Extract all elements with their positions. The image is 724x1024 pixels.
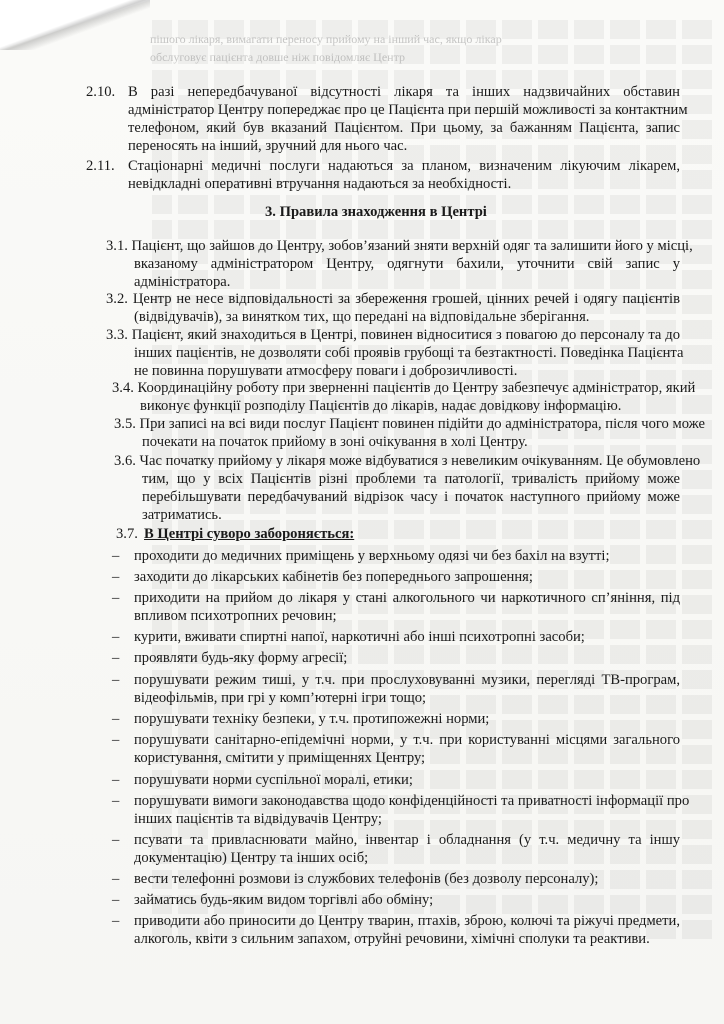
bullet-line: псувати та привласнювати майно, інвентар і обладнання (у т.ч. медичну та іншу (134, 832, 680, 848)
dash-bullet: – (112, 548, 120, 564)
item-3-1-line: вказаному адміністратором Центру, одягнути бахили, уточнити свій запис у (134, 256, 680, 272)
item-3-3-line: не повинна порушувати атмосферу поваги і доброзичливості. (134, 363, 518, 379)
bullet-line: приходити на прийом до лікаря у стані алкогольного чи наркотичного сп’яніння, під (134, 590, 680, 606)
item-3-2-line: 3.2. Центр не несе відповідальності за збереження грошей, цінних речей і одягу пацієнтів (106, 291, 680, 307)
bullet-line: порушувати санітарно-епідемічні норми, у т.ч. при користуванні місцями загального (134, 732, 680, 748)
item-3-4-line: виконує функції розподілу Пацієнтів до лікарів, надає довідкову інформацію. (140, 398, 622, 414)
bullet-line: приводити або приносити до Центру тварин, птахів, зброю, колючі та ріжучі предмети, (134, 913, 680, 929)
dash-bullet: – (112, 832, 120, 848)
bullet-line: інших пацієнтів та відвідувачів Центру; (134, 811, 382, 827)
dash-bullet: – (112, 711, 120, 727)
item-number: 2.11. (86, 158, 115, 174)
dash-bullet: – (112, 913, 120, 929)
bullet-line: порушувати техніку безпеки, у т.ч. протипожежні норми; (134, 711, 490, 727)
partial-line: обслуговує пацієнта довше ніж повідомляє Центр (150, 50, 405, 64)
item-3-3-line: інших пацієнтів, не дозволяти собі проявів грубощі та безтактності. Поведінка Пацієнта (134, 345, 684, 361)
item-3-6-line: тим, що у всіх Пацієнтів різні проблеми та патології, тривалість прийому може (142, 471, 680, 487)
dash-bullet: – (112, 892, 120, 908)
item-2-10-line: В разі непередбачуваної відсутності лікаря та інших надзвичайних обставин (128, 84, 680, 100)
item-2-10-line: телефоном, який був вказаний Пацієнтом. При цьому, за бажанням Пацієнта, запис (128, 120, 680, 136)
dash-bullet: – (112, 772, 120, 788)
section-title: 3. Правила знаходження в Центрі (265, 204, 487, 220)
bullet-line: порушувати вимоги законодавства щодо конфіденційності та приватності інформації про (134, 793, 690, 809)
item-2-11-line: Стаціонарні медичні послуги надаються за планом, визначеним лікуючим лікарем, (128, 158, 680, 174)
item-2-11-line: невідкладні оперативні втручання надаються за необхідності. (128, 176, 512, 192)
bullet-line: відеофільмів, при грі у комп’ютерні ігри тощо; (134, 690, 427, 706)
bullet-line: проявляти будь-яку форму агресії; (134, 650, 348, 666)
bullet-line: впливом психотропних речовин; (134, 608, 337, 624)
item-3-7-title: В Центрі суворо забороняється: (144, 526, 355, 542)
item-3-3-line: 3.3. Пацієнт, який знаходиться в Центрі, повинен відноситися з повагою до персоналу та до (106, 327, 680, 343)
bullet-line: порушувати режим тиші, у т.ч. при прослуховуванні музики, перегляді ТВ-програм, (134, 672, 680, 688)
bullet-line: займатись будь-яким видом торгівлі або обміну; (134, 892, 434, 908)
item-3-5-line: 3.5. При записі на всі види послуг Пацієнт повинен підійти до адміністратора, після чого може (114, 416, 706, 432)
dash-bullet: – (112, 672, 120, 688)
item-number: 3.7. (116, 526, 138, 542)
item-3-5-line: почекати на початок прийому в зоні очікування в холі Центру. (142, 434, 528, 450)
folded-corner-shadow (0, 0, 150, 50)
item-3-1-line: адміністратора. (134, 274, 231, 290)
item-2-10-line: переносять на інший, зручний для нього час. (128, 138, 408, 154)
dash-bullet: – (112, 793, 120, 809)
dash-bullet: – (112, 650, 120, 666)
item-number: 2.10. (86, 84, 116, 100)
item-3-1-line: 3.1. Пацієнт, що зайшов до Центру, зобов’язаний зняти верхній одяг та залишити його у місці, (106, 238, 693, 254)
bullet-line: користування, смітити у приміщеннях Центру; (134, 750, 426, 766)
bullet-line: проходити до медичних приміщень у верхньому одязі чи без бахіл на взутті; (134, 548, 610, 564)
dash-bullet: – (112, 732, 120, 748)
item-3-4-line: 3.4. Координаційну роботу при зверненні пацієнтів до Центру забезпечує адміністратор, який (112, 380, 696, 396)
bullet-line: порушувати норми суспільної моралі, етики; (134, 772, 413, 788)
dash-bullet: – (112, 871, 120, 887)
item-3-6-line: 3.6. Час початку прийому у лікаря може відбуватися з невеликим очікуванням. Це обумовлено (114, 453, 701, 469)
bullet-line: вести телефонні розмови із службових телефонів (без дозволу персоналу); (134, 871, 599, 887)
dash-bullet: – (112, 569, 120, 585)
dash-bullet: – (112, 590, 120, 606)
item-3-6-line: перебільшувати передбачуваний відрізок часу і початок наступного прийому може (142, 489, 680, 505)
bullet-line: курити, вживати спиртні напої, наркотичні або інші психотропні засоби; (134, 629, 585, 645)
bullet-line: заходити до лікарських кабінетів без попереднього запрошення; (134, 569, 533, 585)
item-3-6-line: затриматись. (142, 507, 222, 523)
bullet-line: документацію) Центру та інших осіб; (134, 850, 369, 866)
bullet-line: алкоголь, квіти з сильним запахом, отруйні речовини, хімічні сполуки та реактиви. (134, 931, 650, 947)
item-2-10-line: адміністратор Центру попереджає про це Пацієнта при першій можливості за контактним (128, 102, 688, 118)
dash-bullet: – (112, 629, 120, 645)
partial-line: пішого лікаря, вимагати переносу прийому на інший час, якщо лікар (150, 32, 502, 46)
item-3-2-line: (відвідувачів), за винятком тих, що передані на відповідальне зберігання. (134, 309, 590, 325)
